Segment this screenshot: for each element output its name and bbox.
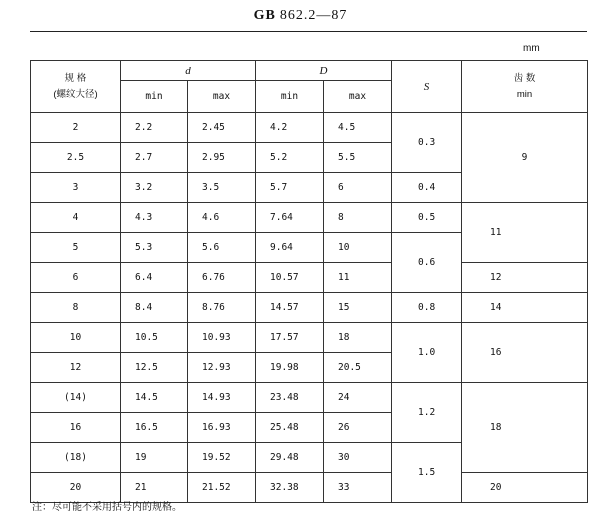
header-d: d	[121, 61, 256, 81]
cell-spec: 6	[31, 263, 121, 293]
cell-d-max: 6.76	[188, 263, 256, 293]
table-row	[31, 383, 588, 413]
header-teeth	[462, 61, 588, 113]
header-teeth-label: 齿 数	[513, 72, 536, 84]
cell-d-max: 4.6	[188, 203, 256, 233]
cell-teeth: 18	[462, 383, 588, 473]
cell-d-min: 21	[121, 473, 188, 503]
cell-S: 0.8	[392, 293, 462, 323]
cell-S: 1.2	[392, 383, 462, 443]
cell-S: 0.4	[392, 173, 462, 203]
header-D: D	[256, 61, 392, 81]
cell-D-max: 30	[324, 443, 392, 473]
cell-d-min: 8.4	[121, 293, 188, 323]
cell-teeth: 9	[462, 113, 588, 203]
standard-title	[0, 8, 601, 24]
cell-d-max: 2.45	[188, 113, 256, 143]
cell-D-max: 8	[324, 203, 392, 233]
cell-S: 0.6	[392, 233, 462, 293]
cell-D-min: 10.57	[256, 263, 324, 293]
cell-spec: 16	[31, 413, 121, 443]
cell-S: 0.5	[392, 203, 462, 233]
header-spec-line1: 规 格	[64, 72, 87, 84]
cell-d-min: 6.4	[121, 263, 188, 293]
cell-d-min: 12.5	[121, 353, 188, 383]
cell-d-max: 5.6	[188, 233, 256, 263]
cell-d-min: 2.2	[121, 113, 188, 143]
cell-d-min: 14.5	[121, 383, 188, 413]
cell-D-max: 10	[324, 233, 392, 263]
cell-D-min: 5.7	[256, 173, 324, 203]
header-d-max: max	[188, 81, 256, 113]
cell-d-min: 4.3	[121, 203, 188, 233]
cell-teeth: 20	[462, 473, 588, 503]
cell-spec: 2.5	[31, 143, 121, 173]
cell-D-max: 33	[324, 473, 392, 503]
title-divider	[30, 31, 587, 32]
cell-spec: 10	[31, 323, 121, 353]
cell-D-min: 5.2	[256, 143, 324, 173]
cell-D-min: 32.38	[256, 473, 324, 503]
table-row	[31, 203, 588, 233]
cell-D-max: 24	[324, 383, 392, 413]
cell-D-max: 20.5	[324, 353, 392, 383]
header-row-1	[31, 61, 588, 81]
cell-d-min: 10.5	[121, 323, 188, 353]
cell-D-max: 5.5	[324, 143, 392, 173]
header-spec-line2: (螺纹大径)	[53, 88, 98, 100]
cell-d-max: 10.93	[188, 323, 256, 353]
cell-D-min: 19.98	[256, 353, 324, 383]
cell-d-max: 16.93	[188, 413, 256, 443]
cell-d-min: 2.7	[121, 143, 188, 173]
cell-spec: (14)	[31, 383, 121, 413]
cell-S: 1.0	[392, 323, 462, 383]
cell-spec: 12	[31, 353, 121, 383]
cell-teeth: 16	[462, 323, 588, 383]
cell-teeth: 11	[462, 203, 588, 263]
cell-S: 1.5	[392, 443, 462, 503]
cell-spec: (18)	[31, 443, 121, 473]
cell-d-min: 5.3	[121, 233, 188, 263]
standard-number: 862.2—87	[279, 8, 348, 23]
cell-D-min: 14.57	[256, 293, 324, 323]
footnote: 注：尽可能不采用括号内的规格。	[32, 502, 182, 513]
cell-D-min: 7.64	[256, 203, 324, 233]
header-D-max: max	[324, 81, 392, 113]
cell-d-max: 21.52	[188, 473, 256, 503]
cell-D-max: 4.5	[324, 113, 392, 143]
cell-D-max: 26	[324, 413, 392, 443]
cell-d-min: 3.2	[121, 173, 188, 203]
cell-D-max: 6	[324, 173, 392, 203]
cell-D-min: 25.48	[256, 413, 324, 443]
header-D-min: min	[256, 81, 324, 113]
cell-D-max: 11	[324, 263, 392, 293]
cell-spec: 2	[31, 113, 121, 143]
cell-d-min: 19	[121, 443, 188, 473]
cell-D-min: 9.64	[256, 233, 324, 263]
cell-spec: 8	[31, 293, 121, 323]
header-S: S	[392, 61, 462, 113]
cell-d-max: 12.93	[188, 353, 256, 383]
cell-D-max: 18	[324, 323, 392, 353]
cell-d-max: 2.95	[188, 143, 256, 173]
cell-d-max: 3.5	[188, 173, 256, 203]
cell-d-max: 8.76	[188, 293, 256, 323]
cell-spec: 20	[31, 473, 121, 503]
cell-spec: 5	[31, 233, 121, 263]
table-row	[31, 293, 588, 323]
cell-S: 0.3	[392, 113, 462, 173]
header-teeth-sub: min	[516, 88, 533, 100]
cell-D-min: 4.2	[256, 113, 324, 143]
header-d-min: min	[121, 81, 188, 113]
cell-spec: 3	[31, 173, 121, 203]
cell-D-min: 17.57	[256, 323, 324, 353]
cell-D-min: 23.48	[256, 383, 324, 413]
table-row	[31, 263, 588, 293]
unit-label: mm	[523, 43, 540, 54]
table-row	[31, 323, 588, 353]
cell-teeth: 14	[462, 293, 588, 323]
table-row	[31, 113, 588, 143]
cell-D-min: 29.48	[256, 443, 324, 473]
cell-d-max: 14.93	[188, 383, 256, 413]
cell-spec: 4	[31, 203, 121, 233]
standard-prefix: GB	[253, 8, 276, 23]
header-spec	[31, 61, 121, 113]
cell-teeth: 12	[462, 263, 588, 293]
dimension-table	[30, 60, 588, 503]
cell-d-max: 19.52	[188, 443, 256, 473]
cell-d-min: 16.5	[121, 413, 188, 443]
cell-D-max: 15	[324, 293, 392, 323]
